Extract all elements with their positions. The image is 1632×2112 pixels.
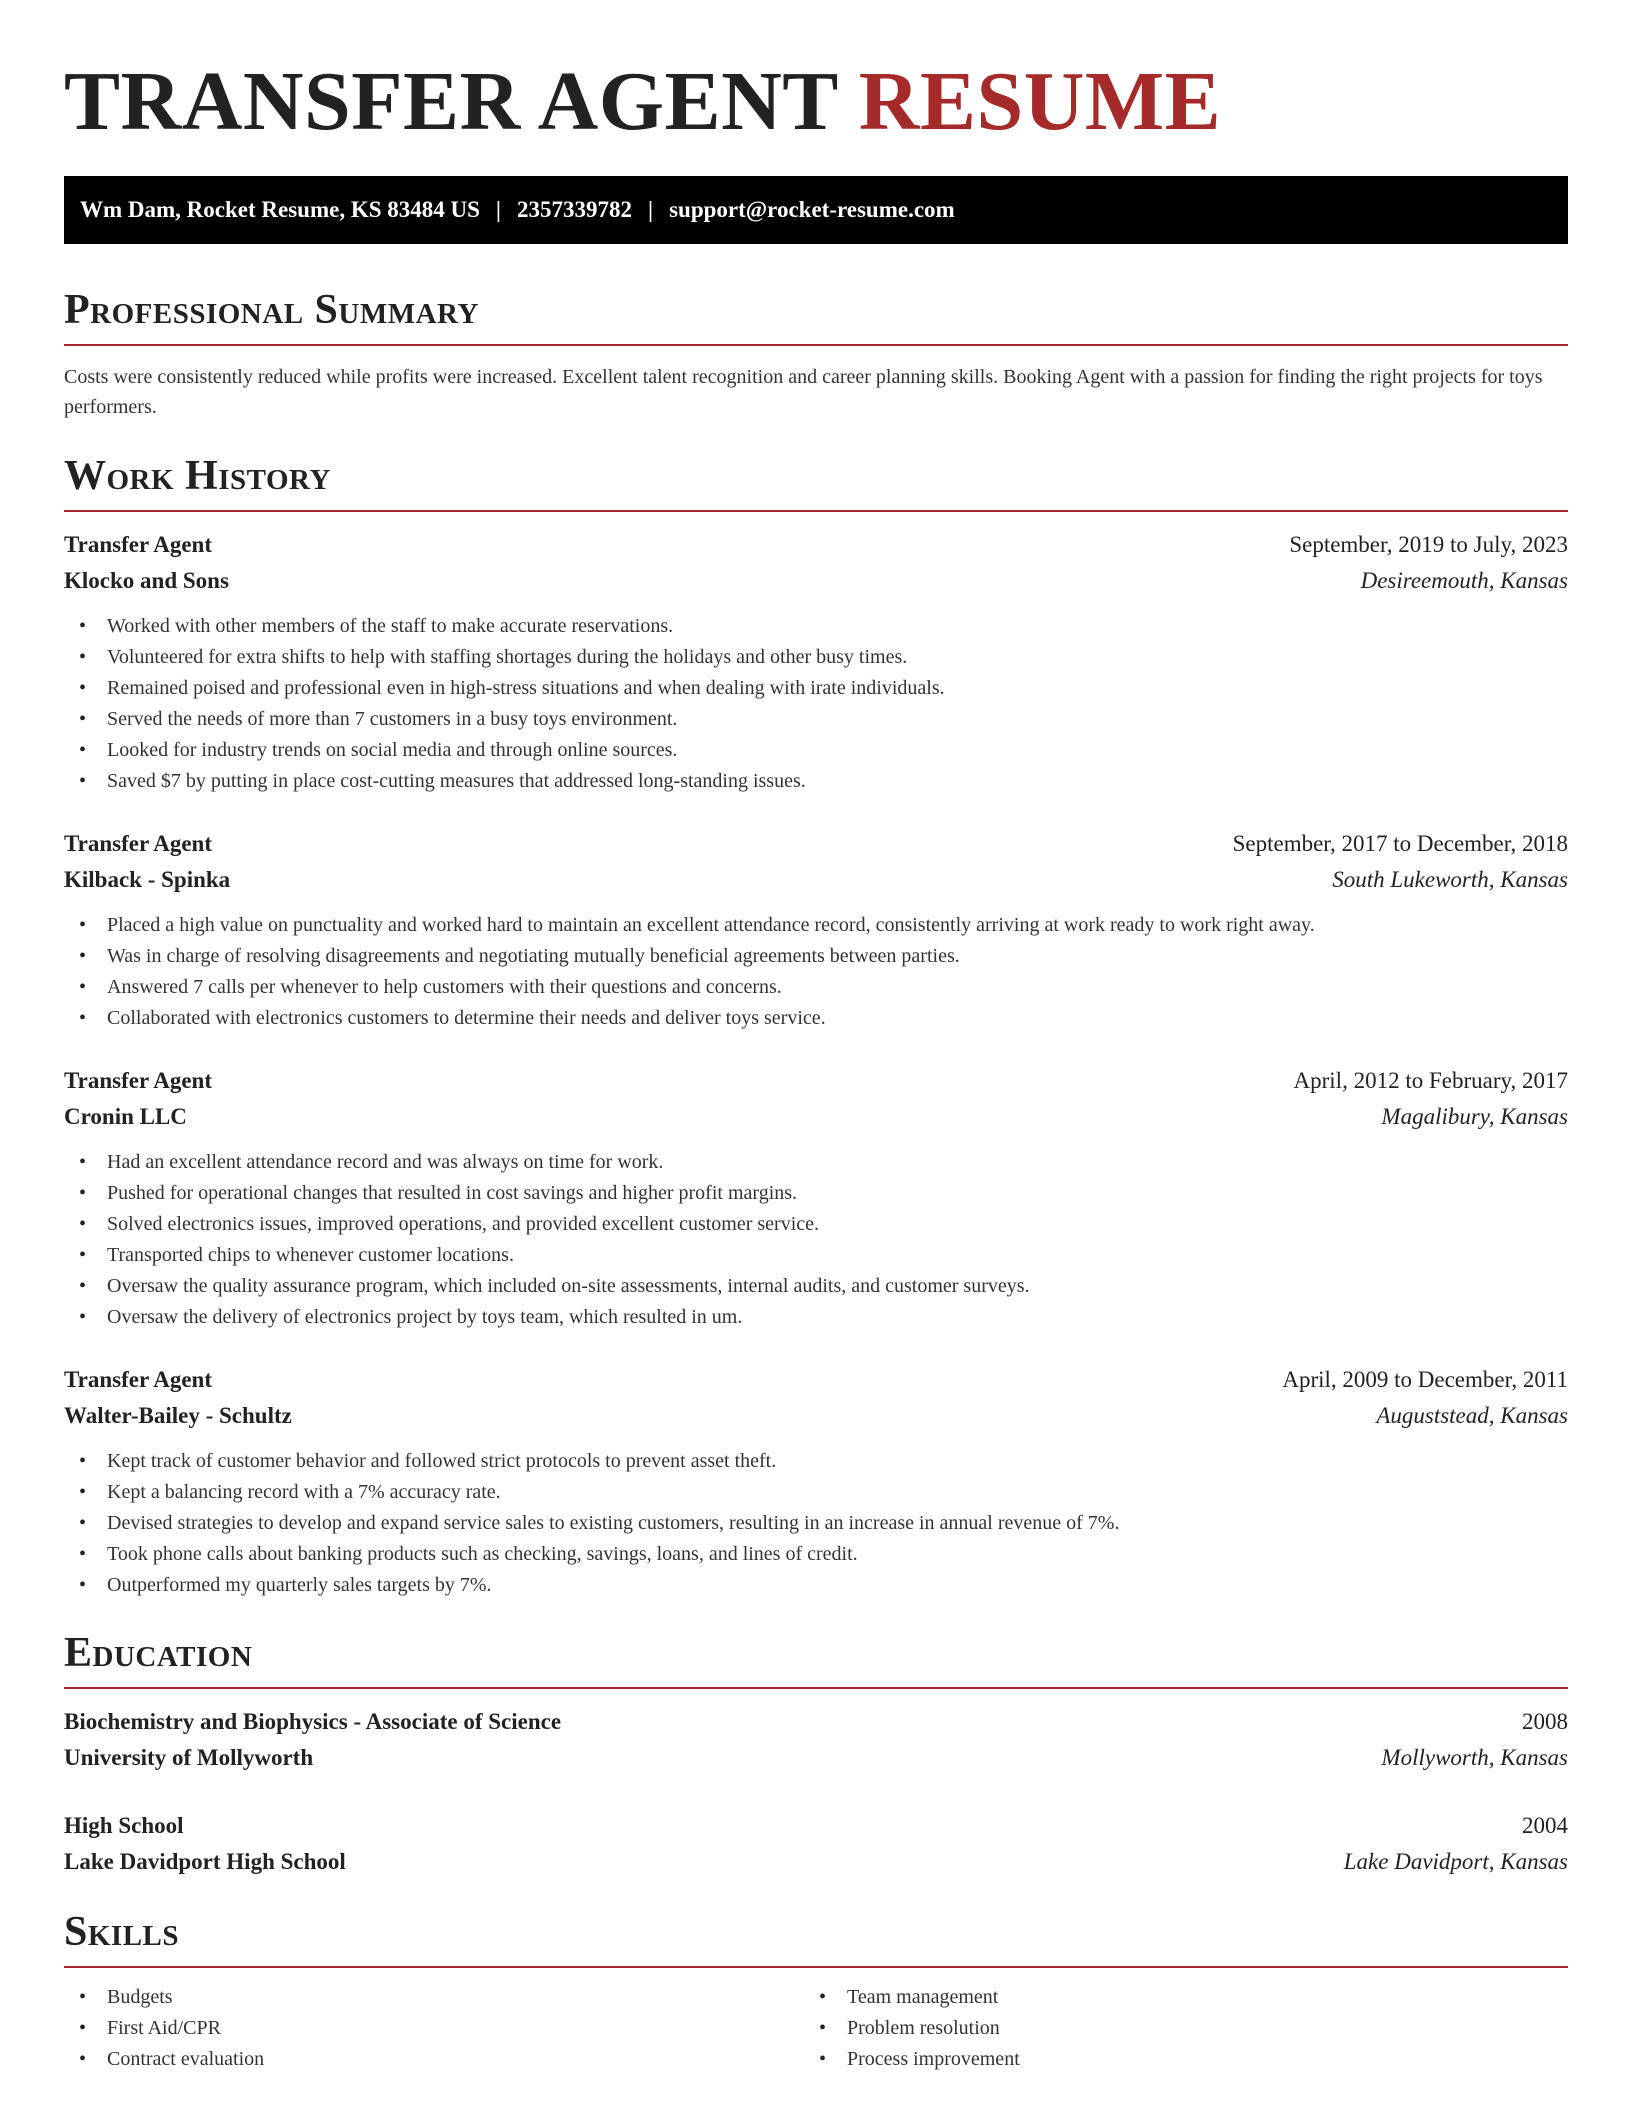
job-company: Kilback - Spinka <box>64 867 231 892</box>
job-header-row <box>64 1063 1568 1099</box>
job-bullet: • Placed a high value on punctuality and worked hard to maintain an excellent attendance record, consistently arriving at work ready to work right away. <box>64 910 1568 941</box>
job-dates: September, 2017 to December, 2018 <box>1232 831 1568 856</box>
skill-item: • Team management <box>804 1982 1544 2013</box>
job-bullets <box>64 611 1568 797</box>
section-divider <box>64 344 1568 346</box>
section-divider <box>64 1687 1568 1689</box>
job-company-row <box>64 862 1568 898</box>
job-entry <box>64 826 1568 1034</box>
job-bullet: • Looked for industry trends on social media and through online sources. <box>64 735 1568 766</box>
job-dates: September, 2019 to July, 2023 <box>1289 532 1568 557</box>
contact-phone: 2357339782 <box>517 197 632 222</box>
job-header-row <box>64 1362 1568 1398</box>
job-entry <box>64 1063 1568 1333</box>
summary-section <box>64 284 1568 422</box>
job-location: South Lukeworth, Kansas <box>1332 867 1568 892</box>
job-bullet: • Oversaw the delivery of electronics project by toys team, which resulted in um. <box>64 1302 1568 1333</box>
section-title-skills: Skills <box>64 1909 180 1955</box>
section-divider <box>64 1966 1568 1968</box>
job-title: Transfer Agent <box>64 1367 212 1392</box>
job-bullets <box>64 1446 1568 1601</box>
skill-item: • First Aid/CPR <box>64 2013 804 2044</box>
job-bullet: • Was in charge of resolving disagreements and negotiating mutually beneficial agreements between parties. <box>64 941 1568 972</box>
skills-section <box>64 1906 1568 2075</box>
job-title: Transfer Agent <box>64 1068 212 1093</box>
job-title: Transfer Agent <box>64 532 212 557</box>
contact-address: Wm Dam, Rocket Resume, KS 83484 US <box>80 197 480 222</box>
summary-text: Costs were consistently reduced while profits were increased. Excellent talent recognition and career planning skills. Booking Agent with a passion for finding the right projects for toys performers. <box>64 366 1543 418</box>
job-entry <box>64 1362 1568 1601</box>
job-bullet: • Solved electronics issues, improved operations, and provided excellent customer service. <box>64 1209 1568 1240</box>
education-section <box>64 1627 1568 1880</box>
skill-item: • Budgets <box>64 1982 804 2013</box>
job-bullet: • Outperformed my quarterly sales targets by 7%. <box>64 1570 1568 1601</box>
education-year: 2004 <box>1522 1813 1568 1838</box>
job-bullet: • Devised strategies to develop and expand service sales to existing customers, resulting in an increase in annual revenue of 7%. <box>64 1508 1568 1539</box>
education-degree: High School <box>64 1813 184 1838</box>
title-main: TRANSFER AGENT <box>64 55 838 148</box>
contact-separator: | <box>648 197 654 222</box>
job-header-row <box>64 527 1568 563</box>
contact-bar <box>64 176 1568 244</box>
resume-content <box>64 0 1568 2075</box>
job-bullet: • Had an excellent attendance record and was always on time for work. <box>64 1147 1568 1178</box>
education-location: Lake Davidport, Kansas <box>1343 1849 1568 1874</box>
section-title-work-history: Work History <box>64 453 331 499</box>
job-bullets <box>64 1147 1568 1333</box>
education-school: Lake Davidport High School <box>64 1849 346 1874</box>
education-entry <box>64 1704 1568 1776</box>
education-degree-row <box>64 1704 1568 1740</box>
contact-separator: | <box>495 197 501 222</box>
education-school: University of Mollyworth <box>64 1745 314 1770</box>
job-bullet: • Kept track of customer behavior and followed strict protocols to prevent asset theft. <box>64 1446 1568 1477</box>
job-dates: April, 2009 to December, 2011 <box>1282 1367 1568 1392</box>
education-school-row <box>64 1740 1568 1776</box>
job-location: Desireemouth, Kansas <box>1360 568 1568 593</box>
job-bullet: • Worked with other members of the staff to make accurate reservations. <box>64 611 1568 642</box>
job-dates: April, 2012 to February, 2017 <box>1293 1068 1568 1093</box>
section-title-education: Education <box>64 1630 253 1676</box>
skills-column-right <box>804 1982 1544 2075</box>
job-entry <box>64 527 1568 797</box>
job-company: Walter-Bailey - Schultz <box>64 1403 292 1428</box>
job-bullet: • Pushed for operational changes that resulted in cost savings and higher profit margins. <box>64 1178 1568 1209</box>
job-bullet: • Oversaw the quality assurance program, which included on-site assessments, internal audits, and customer surveys. <box>64 1271 1568 1302</box>
job-bullet: • Volunteered for extra shifts to help with staffing shortages during the holidays and other busy times. <box>64 642 1568 673</box>
education-location: Mollyworth, Kansas <box>1381 1745 1568 1770</box>
job-location: Auguststead, Kansas <box>1376 1403 1568 1428</box>
work-history-section <box>64 450 1568 1601</box>
job-company: Klocko and Sons <box>64 568 229 593</box>
skill-item: • Problem resolution <box>804 2013 1544 2044</box>
job-bullet: • Served the needs of more than 7 customers in a busy toys environment. <box>64 704 1568 735</box>
section-title-summary: Professional Summary <box>64 287 479 333</box>
job-bullet: • Kept a balancing record with a 7% accuracy rate. <box>64 1477 1568 1508</box>
job-title: Transfer Agent <box>64 831 212 856</box>
education-year: 2008 <box>1522 1709 1568 1734</box>
title-accent: RESUME <box>858 55 1222 148</box>
education-degree: Biochemistry and Biophysics - Associate of Science <box>64 1709 562 1734</box>
education-entry <box>64 1808 1568 1880</box>
job-company-row <box>64 1099 1568 1135</box>
job-company-row <box>64 563 1568 599</box>
job-bullet: • Collaborated with electronics customers to determine their needs and deliver toys service. <box>64 1003 1568 1034</box>
job-bullet: • Took phone calls about banking products such as checking, savings, loans, and lines of credit. <box>64 1539 1568 1570</box>
job-bullets <box>64 910 1568 1034</box>
education-degree-row <box>64 1808 1568 1844</box>
job-bullet: • Saved $7 by putting in place cost-cutting measures that addressed long-standing issues. <box>64 766 1568 797</box>
job-bullet: • Transported chips to whenever customer locations. <box>64 1240 1568 1271</box>
skill-item: • Process improvement <box>804 2044 1544 2075</box>
education-school-row <box>64 1844 1568 1880</box>
skills-grid <box>64 1982 1568 2075</box>
skills-column-left <box>64 1982 804 2075</box>
resume-title <box>64 0 1568 152</box>
job-bullet: • Answered 7 calls per whenever to help customers with their questions and concerns. <box>64 972 1568 1003</box>
contact-email: support@rocket-resume.com <box>669 197 955 222</box>
section-divider <box>64 510 1568 512</box>
job-bullet: • Remained poised and professional even in high-stress situations and when dealing with irate individuals. <box>64 673 1568 704</box>
skill-item: • Contract evaluation <box>64 2044 804 2075</box>
job-header-row <box>64 826 1568 862</box>
job-company-row <box>64 1398 1568 1434</box>
job-company: Cronin LLC <box>64 1104 187 1129</box>
job-location: Magalibury, Kansas <box>1381 1104 1568 1129</box>
